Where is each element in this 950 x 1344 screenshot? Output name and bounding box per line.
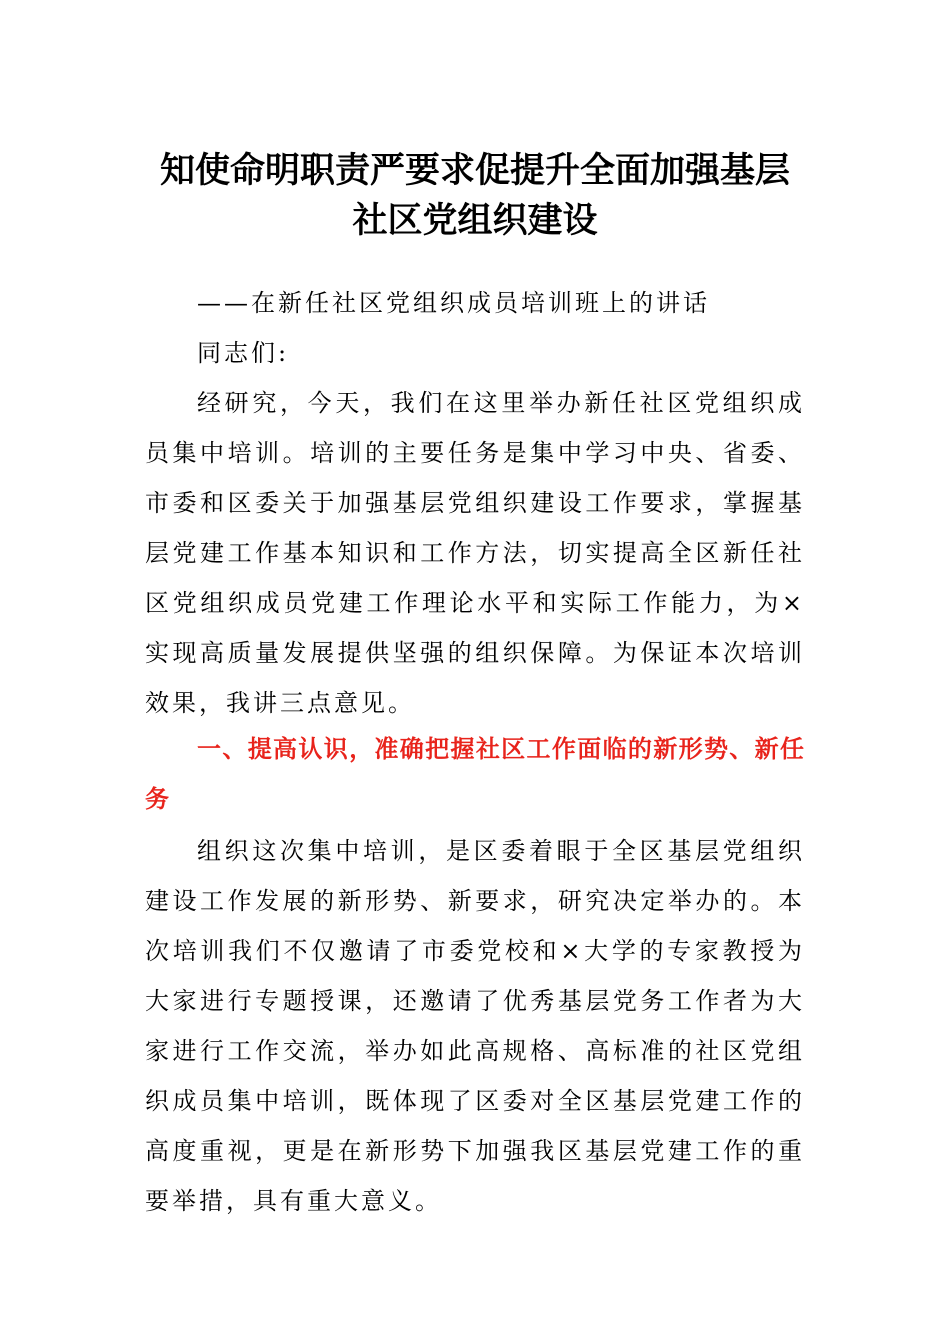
paragraph-intro: 经研究，今天，我们在这里举办新任社区党组织成员集中培训。培训的主要任务是集中学习中央、省委、市委和区委关于加强基层党组织建设工作要求，掌握基层党建工作基本知识和工作方法，切实提高全区新任社区党组织成员党建工作理论水平和实际工作能力，为×实现高质量发展提供坚强的组织保障。为保证本次培训效果，我讲三点意见。 [145,389,805,717]
paragraph-section-1: 组织这次集中培训，是区委着眼于全区基层党组织建设工作发展的新形势、新要求，研究决定举办的。本次培训我们不仅邀请了市委党校和×大学的专家教授为大家进行专题授课，还邀请了优秀基层党务工作者为大家进行工作交流，举办如此高规格、高标准的社区党组织成员集中培训，既体现了区委对全区基层党建工作的高度重视，更是在新形势下加强我区基层党建工作的重要举措，具有重大意义。 [145,837,805,1215]
title-line-2: 社区党组织建设 [352,200,598,241]
document-title [140,146,810,246]
document-subtitle: ——在新任社区党组织成员培训班上的讲话 [197,289,710,317]
section-heading-1: 一、提高认识，准确把握社区工作面临的新形势、新任务 [145,734,805,813]
title-line-1: 知使命明职责严要求促提升全面加强基层 [159,150,790,191]
salutation: 同志们: [197,339,290,367]
